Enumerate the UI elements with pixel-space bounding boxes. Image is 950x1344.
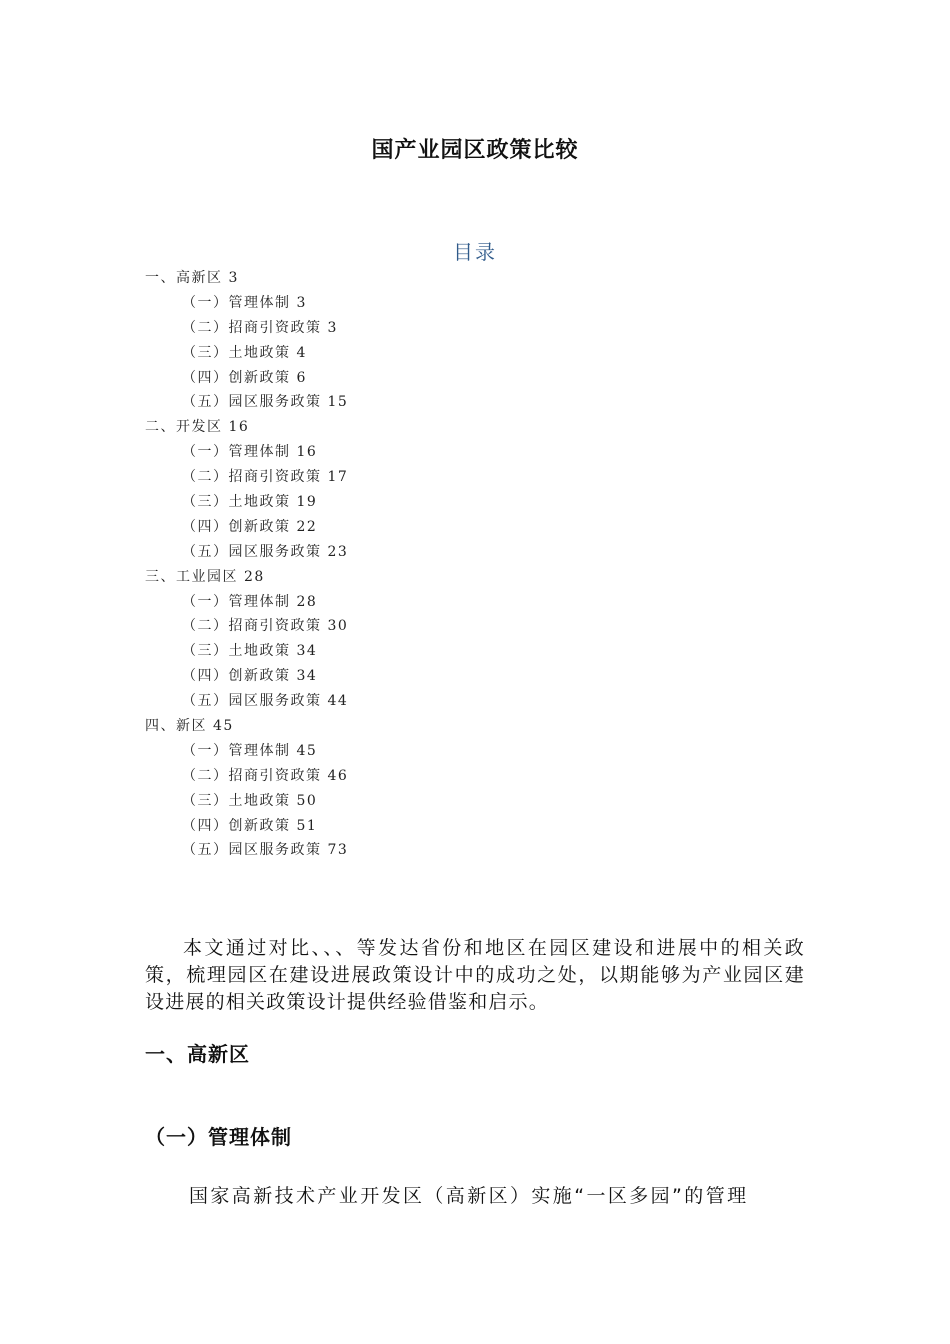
toc-entry-section[interactable]: （一）管理体制 45 — [182, 742, 318, 759]
toc-entry-section[interactable]: （三）土地政策 4 — [182, 344, 307, 361]
toc-entry-section[interactable]: （二）招商引资政策 46 — [182, 767, 349, 784]
toc-entry-section[interactable]: （五）园区服务政策 15 — [182, 394, 349, 411]
toc-entry-chapter[interactable]: 四、新区 45 — [145, 718, 234, 735]
toc-entry-section[interactable]: （四）创新政策 34 — [182, 668, 318, 685]
toc-entry-section[interactable]: （一）管理体制 16 — [182, 444, 318, 461]
intro-paragraph: 本文通过对比、、、等发达省份和地区在园区建设和进展中的相关政策，梳理园区在建设进展政策设计中的成功之处，以期能够为产业园区建设进展的相关政策设计提供经验借鉴和启示。 — [145, 937, 805, 1013]
toc-entry-section[interactable]: （四）创新政策 22 — [182, 518, 318, 535]
toc-entry-section[interactable]: （四）创新政策 6 — [182, 369, 307, 386]
toc-entry-section[interactable]: （二）招商引资政策 3 — [182, 319, 338, 336]
toc-heading: 目录 — [453, 240, 497, 264]
toc-entry-section[interactable]: （五）园区服务政策 23 — [182, 543, 349, 560]
toc-entry-section[interactable]: （三）土地政策 19 — [182, 494, 318, 511]
table-of-contents — [145, 266, 645, 863]
subsection-heading-management-system: （一）管理体制 — [145, 1125, 292, 1149]
toc-entry-section[interactable]: （一）管理体制 28 — [182, 593, 318, 610]
toc-entry-chapter[interactable]: 三、工业园区 28 — [145, 568, 265, 585]
toc-entry-chapter[interactable]: 二、开发区 16 — [145, 419, 250, 436]
toc-entry-section[interactable]: （五）园区服务政策 73 — [182, 842, 349, 859]
document-title: 国产业园区政策比较 — [371, 138, 579, 163]
toc-entry-section[interactable]: （二）招商引资政策 30 — [182, 618, 349, 635]
toc-entry-section[interactable]: （三）土地政策 34 — [182, 643, 318, 660]
body-paragraph: 国家高新技术产业开发区（高新区）实施“一区多园”的管理 — [189, 1185, 749, 1207]
toc-entry-section[interactable]: （三）土地政策 50 — [182, 792, 318, 809]
toc-entry-section[interactable]: （一）管理体制 3 — [182, 294, 307, 311]
section-heading-high-tech-zone: 一、高新区 — [145, 1042, 250, 1066]
toc-entry-section[interactable]: （五）园区服务政策 44 — [182, 693, 349, 710]
toc-entry-section[interactable]: （二）招商引资政策 17 — [182, 469, 349, 486]
toc-entry-section[interactable]: （四）创新政策 51 — [182, 817, 318, 834]
toc-entry-chapter[interactable]: 一、高新区 3 — [145, 270, 239, 286]
